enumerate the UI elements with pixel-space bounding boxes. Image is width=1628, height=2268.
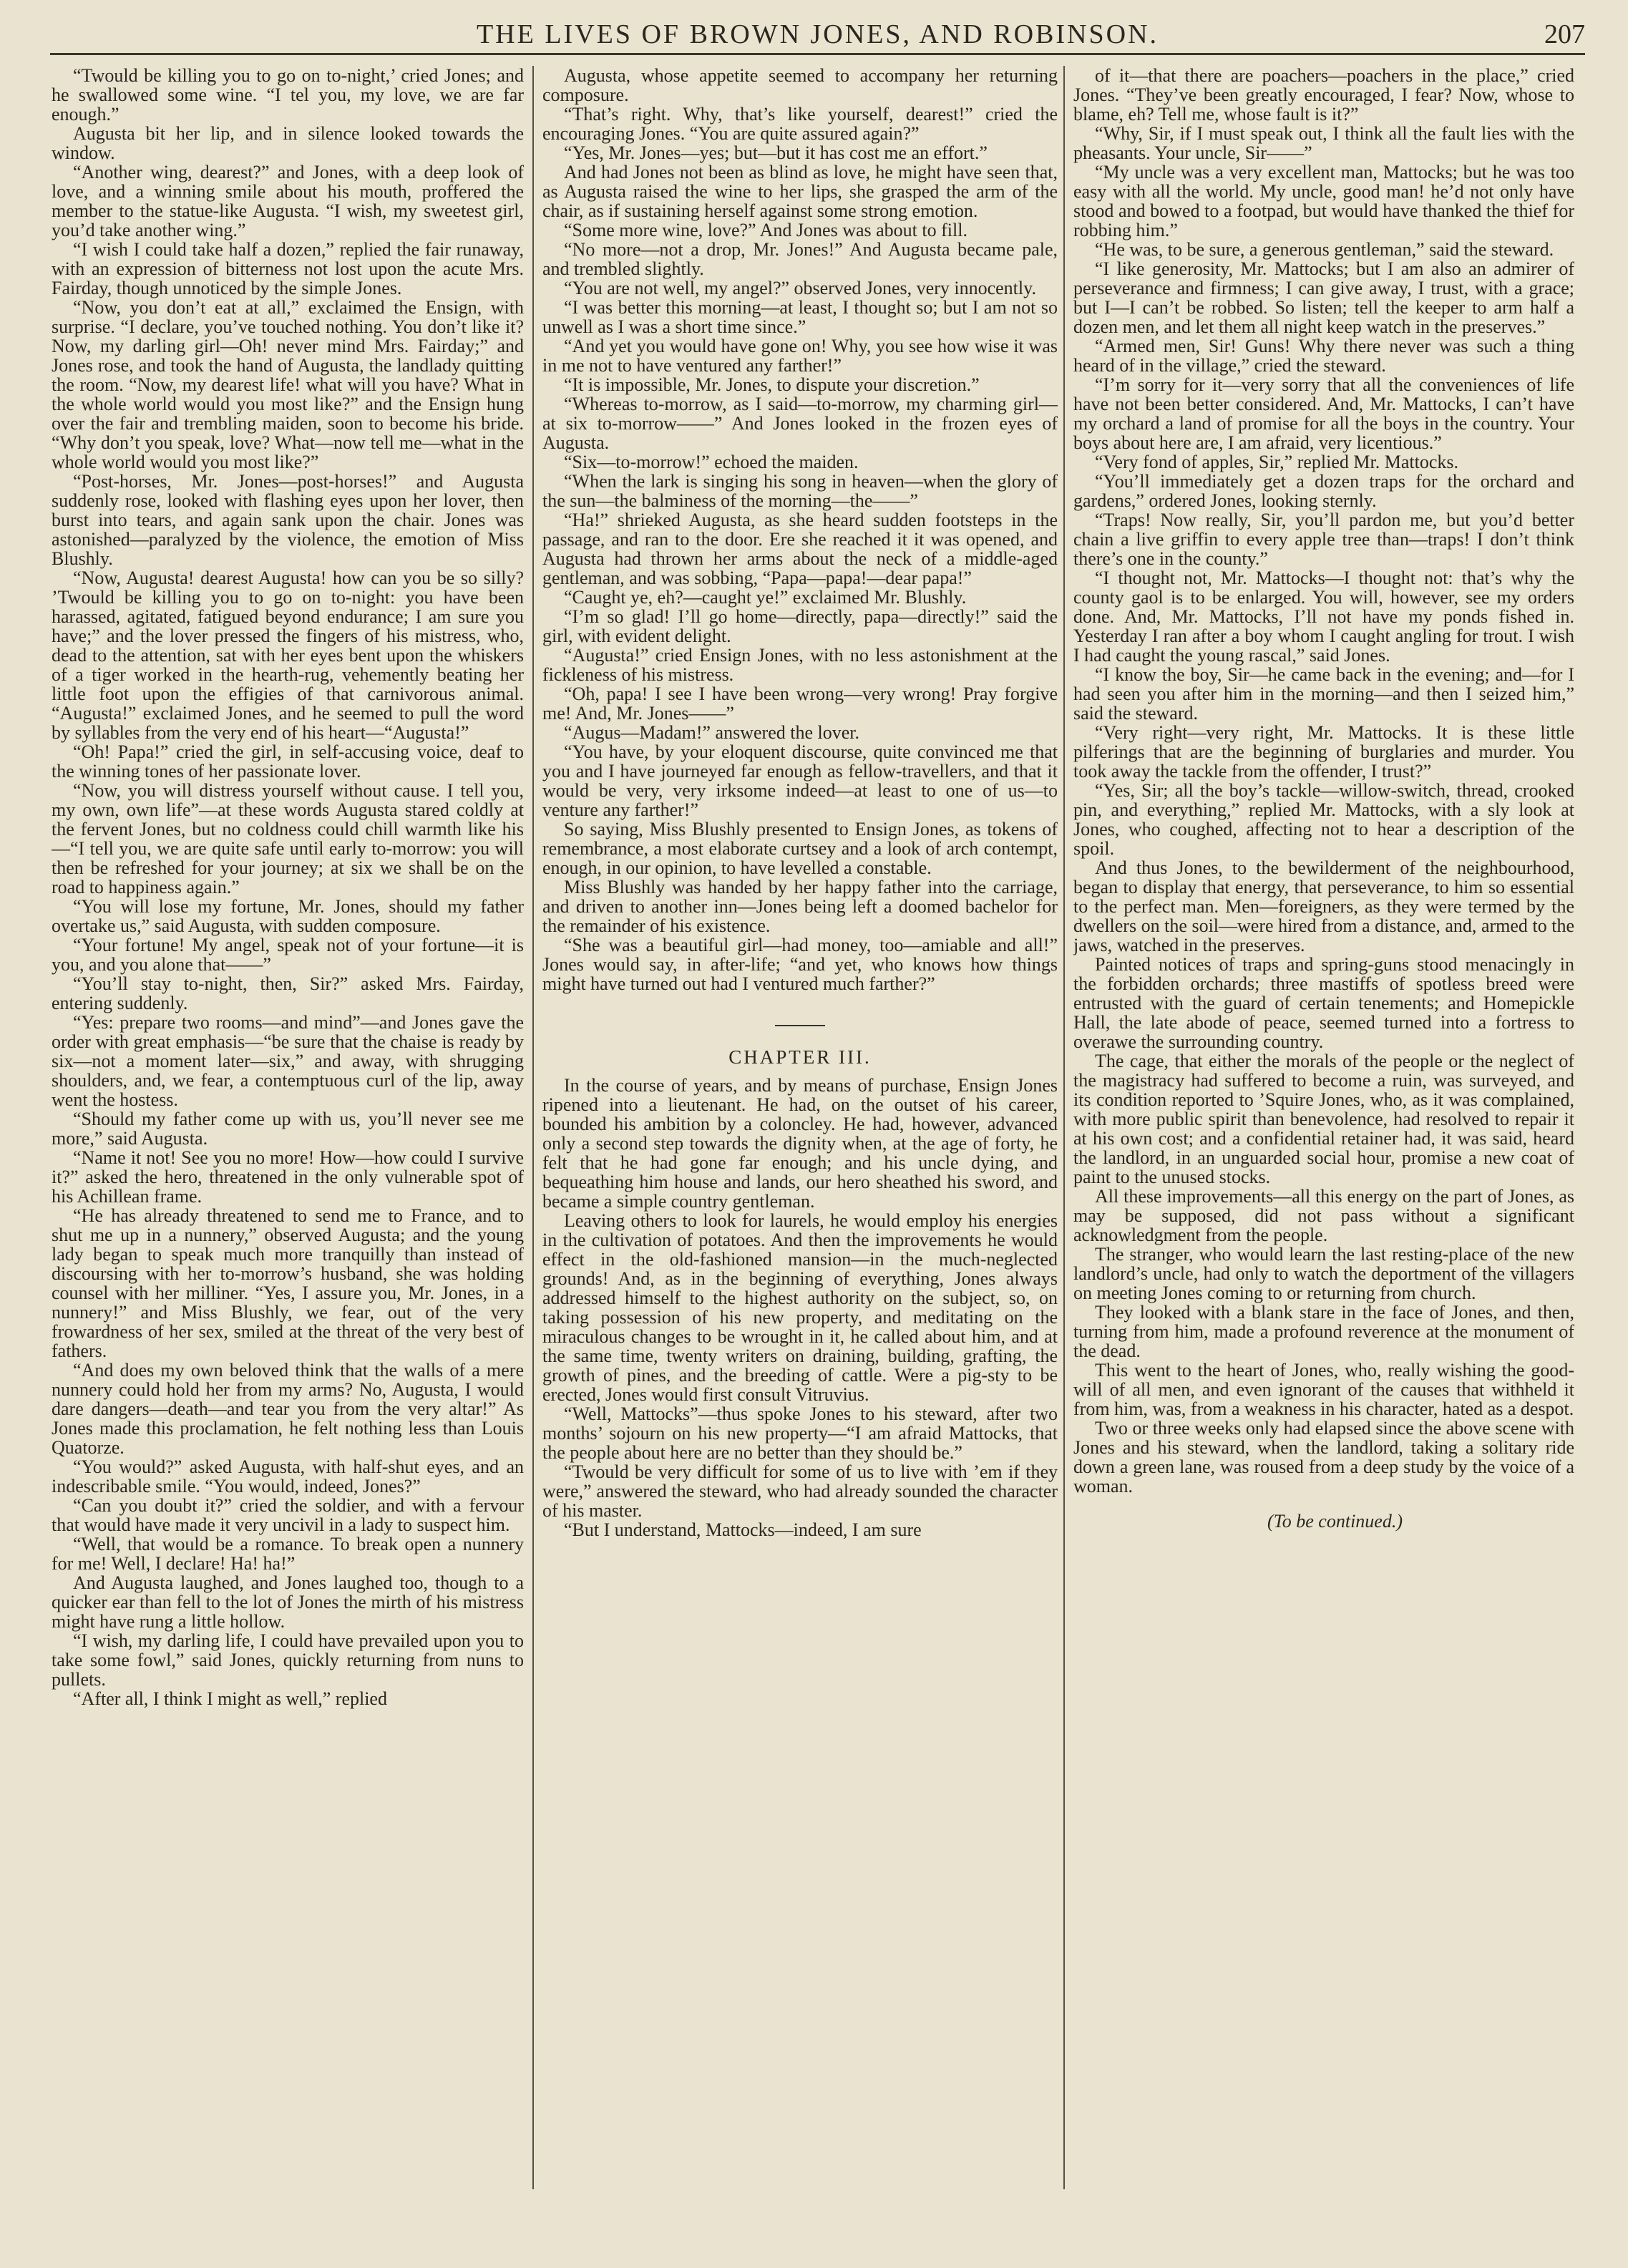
paragraph: “I’m sorry for it—very sorry that all the conveniences of life have not been better considered. And, Mr. Mattocks, I can’t have my orchard a land of promise for all the boys in the country. Your boys about here are, I am afraid, very licentious.” [1073,374,1574,453]
paragraph: “Now, you will distress yourself without cause. I tell you, my own, own life”—at these words Augusta stared coldly at the fervent Jones, but no coldness could chill warmth like his—“I tell you, we are quite safe until early to-morrow: you will then be refreshed for your journey; at six we shall be on the road to happiness again.” [52,780,524,897]
paragraph: “After all, I think I might as well,” replied [73,1688,387,1709]
paragraph: “You have, by your eloquent discourse, quite convinced me that you and I have journeyed far enough as fellow-travellers, and that it would be very, very irksome indeed—at least to one of us—to venture any farther!” [542,741,1058,820]
chapter-heading: CHAPTER III. [728,1046,872,1068]
paragraph: “Traps! Now really, Sir, you’ll pardon me, but you’d better chain a live griffin to every apple tree than—traps! I don’t think there’s one in the county.” [1073,510,1574,569]
paragraph: In the course of years, and by means of purchase, Ensign Jones ripened into a lieutenant. He had, on the outset of his career, bounded his ambition by a coloncley. He had, however, advanced only a second step towards the dignity when, at the age of forty, he felt that he had gone far enough; and his uncle dying, and bequeathing him house and lands, our hero sheathed his sword, and became a simple country gentleman. [542,1075,1058,1212]
paragraph: “Now, you don’t eat at all,” exclaimed the Ensign, with surprise. “I declare, you’ve touched nothing. You don’t like it? Now, my darling girl—Oh! never mind Mrs. Fairday;” and Jones rose, and took the hand of Augusta, the landlady quitting the room. “Now, my dearest life! what will you have? What in the whole world would you most like?” and the Ensign hung over the fair and trembling maiden, soon to become his bride. “Why don’t you speak, love? What—now tell me—what in the whole world would you most like?” [52,297,524,472]
paragraph: “Very right—very right, Mr. Mattocks. It is these little pilferings that are the beginning of burglaries and murder. You took away the tackle from the offender, I trust?” [1073,722,1574,782]
paragraph: “You will lose my fortune, Mr. Jones, should my father overtake us,” said Augusta, with sudden composure. [52,896,524,936]
column-rule-right [1063,66,1065,2189]
paragraph: “Twould be killing you to go on to-night,’ cried Jones; and he swallowed some wine. “I tel you, my love, we are far enough.” [52,66,524,125]
paragraph: “Yes: prepare two rooms—and mind”—and Jones gave the order with great emphasis—“be sure that the chaise is ready by six—not a moment later—six,” and away, with shrugging shoulders, and, we fear, a contemptuous curl of the lip, away went the hostess. [52,1012,524,1110]
paragraph: “That’s right. Why, that’s like yourself, dearest!” cried the encouraging Jones. “You are quite assured again?” [542,104,1058,144]
paragraph: They looked with a blank stare in the face of Jones, and then, turning from him, made a profound reverence at the monument of the dead. [1073,1302,1574,1361]
paragraph: All these improvements—all this energy on the part of Jones, as may be supposed, did not pass without a significant acknowledgment from the people. [1073,1186,1574,1245]
paragraph: “Whereas to-morrow, as I said—to-morrow, my charming girl—at six to-morrow——” And Jones looked in the frozen eyes of Augusta. [542,394,1058,453]
paragraph: The stranger, who would learn the last resting-place of the new landlord’s uncle, had only to watch the deportment of the villagers on meeting Jones coming to or returning from church. [1073,1244,1574,1303]
paragraph: “And does my own beloved think that the walls of a mere nunnery could hold her from my arms? No, Augusta, I would dare dangers—death—and tear you from the very altar!” As Jones made this proclamation, he felt nothing less than Louis Quatorze. [52,1360,524,1458]
paragraph: Miss Blushly was handed by her happy father into the carriage, and driven to another inn—Jones being left a doomed bachelor for the remainder of his existence. [542,877,1058,936]
paragraph: “Should my father come up with us, you’ll never see me more,” said Augusta. [52,1109,524,1149]
paragraph: “I was better this morning—at least, I thought so; but I am not so unwell as I was a short time since.” [542,297,1058,337]
paragraph: “Another wing, dearest?” and Jones, with a deep look of love, and a winning smile about his mouth, proffered the member to the statue-like Augusta. “I wish, my sweetest girl, you’d take another wing.” [52,162,524,240]
chapter-divider [775,1025,825,1026]
paragraph: The cage, that either the morals of the people or the neglect of the magistracy had suffered to become a ruin, was surveyed, and its condition reported to ’Squire Jones, who, as it was complained, with more public spirit than benevolence, had resolved to repair it at his own cost; and a confidential retainer had, it was said, heard the landlord, in an unguarded social hour, promise a new coat of paint to the unused stocks. [1073,1051,1574,1187]
paragraph: “When the lark is singing his song in heaven—when the glory of the sun—the balminess of the morning—the——” [542,471,1058,511]
column-left [52,66,524,2225]
paragraph: “Twould be very difficult for some of us to live with ’em if they were,” answered the steward, who had already sounded the character of his master. [542,1461,1058,1521]
paragraph: “Yes, Mr. Jones—yes; but—but it has cost me an effort.” [564,142,988,163]
paragraph: “And yet you would have gone on! Why, you see how wise it was in me not to have ventured any farther!” [542,336,1058,376]
paragraph: “I like generosity, Mr. Mattocks; but I am also an admirer of perseverance and firmness; I can give away, I trust, with a grace; but I—I can’t be robbed. So listen; tell the keeper to arm half a dozen men, and let them all night keep watch in the preserves.” [1073,258,1574,337]
page-number: 207 [1544,19,1585,49]
paragraph: “Caught ye, eh?—caught ye!” exclaimed Mr. Blushly. [564,587,967,608]
paragraph: “But I understand, Mattocks—indeed, I am sure [564,1519,922,1540]
paragraph: Two or three weeks only had elapsed since the above scene with Jones and his steward, when the landlord, taking a solitary ride down a green lane, was roused from a deep study by the voice of a woman. [1073,1418,1574,1496]
paragraph: “Some more wine, love?” And Jones was about to fill. [564,220,967,240]
paragraph: Leaving others to look for laurels, he would employ his energies in the cultivation of potatoes. And then the improvements he would effect in the old-fashioned mansion—in the much-neglected grounds! And, as in the beginning of everything, Jones always addressed himself to the highest authority on the subject, so, on taking possession of his new property, and meditating on the miraculous changes to be wrought in it, he called about him, and at the same time, twenty writers on draining, building, grafting, the growth of pines, and the breeding of cattle. Were a pig-sty to be erected, Jones would first consult Vitruvius. [542,1210,1058,1405]
paragraph: “Your fortune! My angel, speak not of your fortune—it is you, and you alone that——” [52,935,524,975]
paragraph: “You’ll immediately get a dozen traps for the orchard and gardens,” ordered Jones, looking sternly. [1073,471,1574,511]
running-title: THE LIVES OF BROWN JONES, AND ROBINSON. [476,19,1159,49]
paragraph: “Why, Sir, if I must speak out, I think all the fault lies with the pheasants. Your uncle, Sir——” [1073,123,1574,163]
paragraph: “I know the boy, Sir—he came back in the evening; and—for I had seen you after him in the morning—and then I seized him,” said the steward. [1073,664,1574,724]
paragraph: And Augusta laughed, and Jones laughed too, though to a quicker ear than fell to the lot of Jones the mirth of his mistress might have rung a little hollow. [52,1572,524,1632]
paragraph: “Well, Mattocks”—thus spoke Jones to his steward, after two months’ sojourn on his new property—“I am afraid Mattocks, that the people about here are no better than they should be.” [542,1403,1058,1463]
running-head [50,16,1585,55]
paragraph: “I wish I could take half a dozen,” replied the fair runaway, with an expression of bitterness not lost upon the acute Mrs. Fairday, though unnoticed by the simple Jones. [52,239,524,298]
paragraph: “Can you doubt it?” cried the soldier, and with a fervour that would have made it very uncivil in a lady to suspect him. [52,1495,524,1535]
paragraph: “I wish, my darling life, I could have prevailed upon you to take some fowl,” said Jones, quickly returning from nuns to pullets. [52,1630,524,1690]
paragraph: “He has already threatened to send me to France, and to shut me up in a nunnery,” observed Augusta; and the young lady began to speak much more tranquilly than instead of discoursing with her to-morrow’s husband, she was holding counsel with her milliner. “Yes, I assure you, Mr. Jones, in a nunnery!” and Miss Blushly, we fear, out of the very frowardness of her sex, smiled at the threat of the very best of fathers. [52,1205,524,1361]
paragraph: of it—that there are poachers—poachers in the place,” cried Jones. “They’ve been greatly encouraged, I fear? Now, whose to blame, eh? Tell me, whose fault is it?” [1073,66,1574,125]
paragraph: “Ha!” shrieked Augusta, as she heard sudden footsteps in the passage, and ran to the door. Ere she reached it it was opened, and Augusta had thrown her arms about the neck of a middle-aged gentleman, and was sobbing, “Papa—papa!—dear papa!” [542,510,1058,588]
paragraph: Augusta, whose appetite seemed to accompany her returning composure. [542,66,1058,105]
paragraph: “It is impossible, Mr. Jones, to dispute your discretion.” [564,374,980,395]
paragraph: “Augus—Madam!” answered the lover. [564,722,859,743]
paragraph: “My uncle was a very excellent man, Mattocks; but he was too easy with all the world. My uncle, good man! he’d not only have stood and bowed to a footpad, but would have thanked the thief for robbing him.” [1073,162,1574,240]
paragraph: Painted notices of traps and spring-guns stood menacingly in the forbidden orchards; three mastiffs of spotless breed were entrusted with the guard of certain tenements; and Homepickle Hall, the late abode of peace, seemed turned into a fortress to overawe the surrounding country. [1073,954,1574,1052]
paragraph: “I thought not, Mr. Mattocks—I thought not: that’s why the county gaol is to be enlarged. You will, however, see my orders done. And, Mr. Mattocks, I’ll not have my ponds fished in. Yesterday I ran after a boy whom I caught angling for trout. I wish I had caught the young rascal,” said Jones. [1073,568,1574,666]
paragraph: “You’ll stay to-night, then, Sir?” asked Mrs. Fairday, entering suddenly. [52,973,524,1013]
paragraph: “You would?” asked Augusta, with half-shut eyes, and an indescribable smile. “You would, indeed, Jones?” [52,1456,524,1496]
column-middle [542,66,1058,2225]
column-right [1073,66,1574,2225]
paragraph: “Well, that would be a romance. To break open a nunnery for me! Well, I declare! Ha! ha!” [52,1534,524,1574]
paragraph: “Post-horses, Mr. Jones—post-horses!” and Augusta suddenly rose, looked with flashing eyes upon her lover, then burst into tears, and again sank upon the chair. Jones was astonished—paralyzed by the violence, the emotion of Miss Blushly. [52,471,524,569]
paragraph: “Six—to-morrow!” echoed the maiden. [564,452,859,472]
paragraph: “Now, Augusta! dearest Augusta! how can you be so silly? ’Twould be killing you to go on to-night: you have been harassed, agitated, fatigued beyond endurance; I am sure you have;” and the lover pressed the fingers of his mistress, who, dead to the attention, sat with her eyes bent upon the whiskers of a tiger worked in the hearth-rug, vehemently beating her little foot upon the effigies of that carnivorous animal. “Augusta!” exclaimed Jones, and he seemed to pull the word by syllables from the very end of his heart—“Augusta!” [52,568,524,743]
paragraph: “No more—not a drop, Mr. Jones!” And Augusta became pale, and trembled slightly. [542,239,1058,279]
paragraph: “Armed men, Sir! Guns! Why there never was such a thing heard of in the village,” cried the steward. [1073,336,1574,376]
paragraph: “I’m so glad! I’ll go home—directly, papa—directly!” said the girl, with evident delight. [542,606,1058,646]
paragraph: This went to the heart of Jones, who, really wishing the good-will of all men, and even ignorant of the causes that withheld it from him, was, from a weakness in his character, hated as a despot. [1073,1360,1574,1419]
paragraph: “Name it not! See you no more! How—how could I survive it?” asked the hero, threatened in the only vulnerable spot of his Achillean frame. [52,1147,524,1207]
paragraph: So saying, Miss Blushly presented to Ensign Jones, as tokens of remembrance, a most elaborate curtsey and a look of arch contempt, enough, in our opinion, to have levelled a constable. [542,819,1058,878]
paragraph: “You are not well, my angel?” observed Jones, very innocently. [564,278,1036,298]
paragraph: And had Jones not been as blind as love, he might have seen that, as Augusta raised the wine to her lips, she grasped the arm of the chair, as if sustaining herself against some strong emotion. [542,162,1058,221]
paragraph: Augusta bit her lip, and in silence looked towards the window. [52,123,524,163]
paragraph: “Augusta!” cried Ensign Jones, with no less astonishment at the fickleness of his mistress. [542,645,1058,685]
column-rule-left [532,66,534,2189]
paragraph: “Oh, papa! I see I have been wrong—very wrong! Pray forgive me! And, Mr. Jones——” [542,683,1058,724]
continued-note: (To be continued.) [1267,1511,1403,1532]
paragraph: “He was, to be sure, a generous gentleman,” said the steward. [1095,239,1554,260]
paragraph: “She was a beautiful girl—had money, too—amiable and all!” Jones would say, in after-life; “and yet, who knows how things might have turned out had I ventured much farther?” [542,935,1058,994]
paragraph: “Oh! Papa!” cried the girl, in self-accusing voice, deaf to the winning tones of her passionate lover. [52,741,524,782]
paragraph: “Yes, Sir; all the boy’s tackle—willow-switch, thread, crooked pin, and everything,” replied Mr. Mattocks, with a sly look at Jones, who coughed, affecting not to hear a description of the spoil. [1073,780,1574,859]
paragraph: And thus Jones, to the bewilderment of the neighbourhood, began to display that energy, that perseverance, to him so essential to the perfect man. Men—foreigners, as they were termed by the dwellers on the soil—were hired from a distance, and, armed to the jaws, watched in the preserves. [1073,857,1574,955]
paragraph: “Very fond of apples, Sir,” replied Mr. Mattocks. [1095,452,1459,472]
